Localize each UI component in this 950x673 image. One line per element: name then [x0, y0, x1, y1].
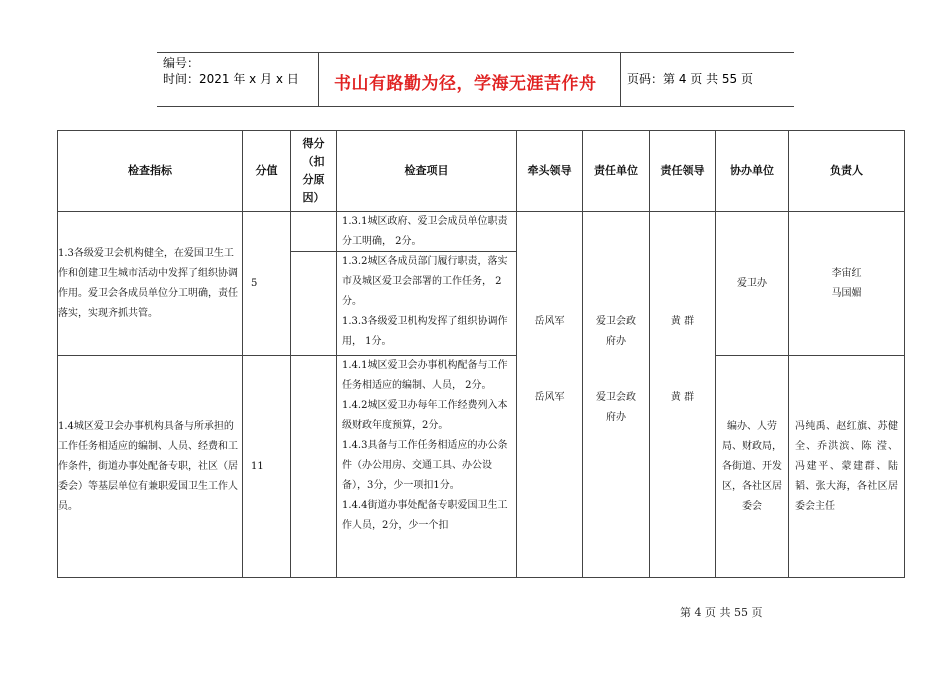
assist-unit-cell: 编办、人劳局、财政局，各街道、开发区，各社区居委会 — [716, 356, 789, 578]
header-top-rule — [157, 52, 794, 53]
col-header-lead-leader: 牵头领导 — [517, 131, 583, 212]
check-item: 1.4.1城区爱卫会办事机构配备与工作任务相适应的编制、人员， 2分。 — [342, 360, 508, 391]
header-divider-2 — [620, 52, 621, 107]
table-row — [58, 212, 905, 356]
lead-leader-name: 岳风军 — [534, 391, 565, 403]
responsible-cell: 冯纯禹、赵红旗、苏健全、乔洪滨、陈 滢、冯建平、蒙建群、陆 韬、张大海，各社区居委会主任 — [789, 356, 905, 578]
col-header-resp-unit: 责任单位 — [583, 131, 650, 212]
inspection-table — [57, 130, 905, 578]
header-divider-1 — [318, 52, 319, 107]
responsible-name: 李宙红 — [831, 267, 862, 279]
responsible-cell — [789, 212, 905, 356]
check-item: 1.4.4街道办事处配备专职爱国卫生工作人员，2分，少一个扣 — [342, 500, 508, 531]
resp-unit-cell — [583, 212, 650, 578]
table-header-row — [58, 131, 905, 212]
resp-unit-text: 爱卫会政府办 — [596, 315, 636, 347]
page-footer: 第 4 页 共 55 页 — [680, 606, 763, 619]
deduction-sub-cell — [291, 212, 336, 251]
resp-leader-cell — [650, 212, 716, 578]
items-cell — [337, 212, 517, 356]
check-item: 1.4.2城区爱卫办每年工作经费列入本级财政年度预算，2分。 — [342, 400, 508, 431]
deduction-sub-cell — [291, 251, 336, 355]
page-indicator: 页码：第 4 页 共 55 页 — [627, 72, 753, 86]
check-item: 1.3.2城区各成员部门履行职责，落实市及城区爱卫会部署的工作任务， 2分。 — [342, 256, 508, 307]
col-header-score: 分值 — [243, 131, 291, 212]
col-header-items: 检查项目 — [337, 131, 517, 212]
score-cell: 5 — [243, 212, 291, 356]
deduction-cell — [291, 356, 337, 578]
lead-leader-cell — [517, 212, 583, 578]
check-item: 1.3.1城区政府、爱卫会成员单位职责分工明确， 2分。 — [342, 216, 508, 247]
items-cell — [337, 356, 517, 578]
indicator-cell: 1.4城区爱卫会办事机构具备与所承担的工作任务相适应的编制、人员、经费和工作条件，街道办事处配备专职，社区（居委会）等基层单位有兼职爱国卫生工作人员。 — [58, 356, 243, 578]
col-header-assist-unit: 协办单位 — [716, 131, 789, 212]
responsible-name: 马国媚 — [831, 287, 862, 299]
doc-number-label: 编号： — [163, 56, 200, 70]
score-cell: 11 — [243, 356, 291, 578]
col-header-deduction — [291, 131, 337, 212]
col-header-responsible: 负责人 — [789, 131, 905, 212]
check-item: 1.3.3各级爱卫机构发挥了组织协调作用， 1分。 — [342, 316, 508, 347]
deduction-header-line: 分原 — [302, 173, 325, 186]
resp-unit-text: 爱卫会政府办 — [596, 391, 636, 423]
motto-text: 书山有路勤为径，学海无涯苦作舟 — [334, 74, 597, 94]
deduction-header-line: 因） — [302, 191, 325, 204]
col-header-resp-leader: 责任领导 — [650, 131, 716, 212]
header-bottom-rule — [157, 106, 794, 107]
indicator-cell: 1.3各级爱卫会机构健全，在爱国卫生工作和创建卫生城市活动中发挥了组织协调作用。爱卫会各成员单位分工明确，责任落实，实现齐抓共管。 — [58, 212, 243, 356]
col-header-indicator: 检查指标 — [58, 131, 243, 212]
lead-leader-name: 岳风军 — [534, 315, 565, 327]
deduction-header-line: （扣 — [302, 155, 325, 168]
resp-leader-name: 黄 群 — [670, 391, 695, 403]
check-item-group — [337, 251, 516, 355]
deduction-header-line: 得分 — [302, 137, 325, 150]
assist-unit-cell: 爱卫办 — [716, 212, 789, 356]
table-row — [58, 356, 905, 578]
deduction-cell — [291, 212, 337, 356]
resp-leader-name: 黄 群 — [670, 315, 695, 327]
check-item: 1.4.3具备与工作任务相适应的办公条件（办公用房、交通工具、办公设备），3分，少一项扣1分。 — [342, 440, 508, 491]
doc-time-label: 时间：2021 年 x 月 x 日 — [163, 72, 299, 86]
